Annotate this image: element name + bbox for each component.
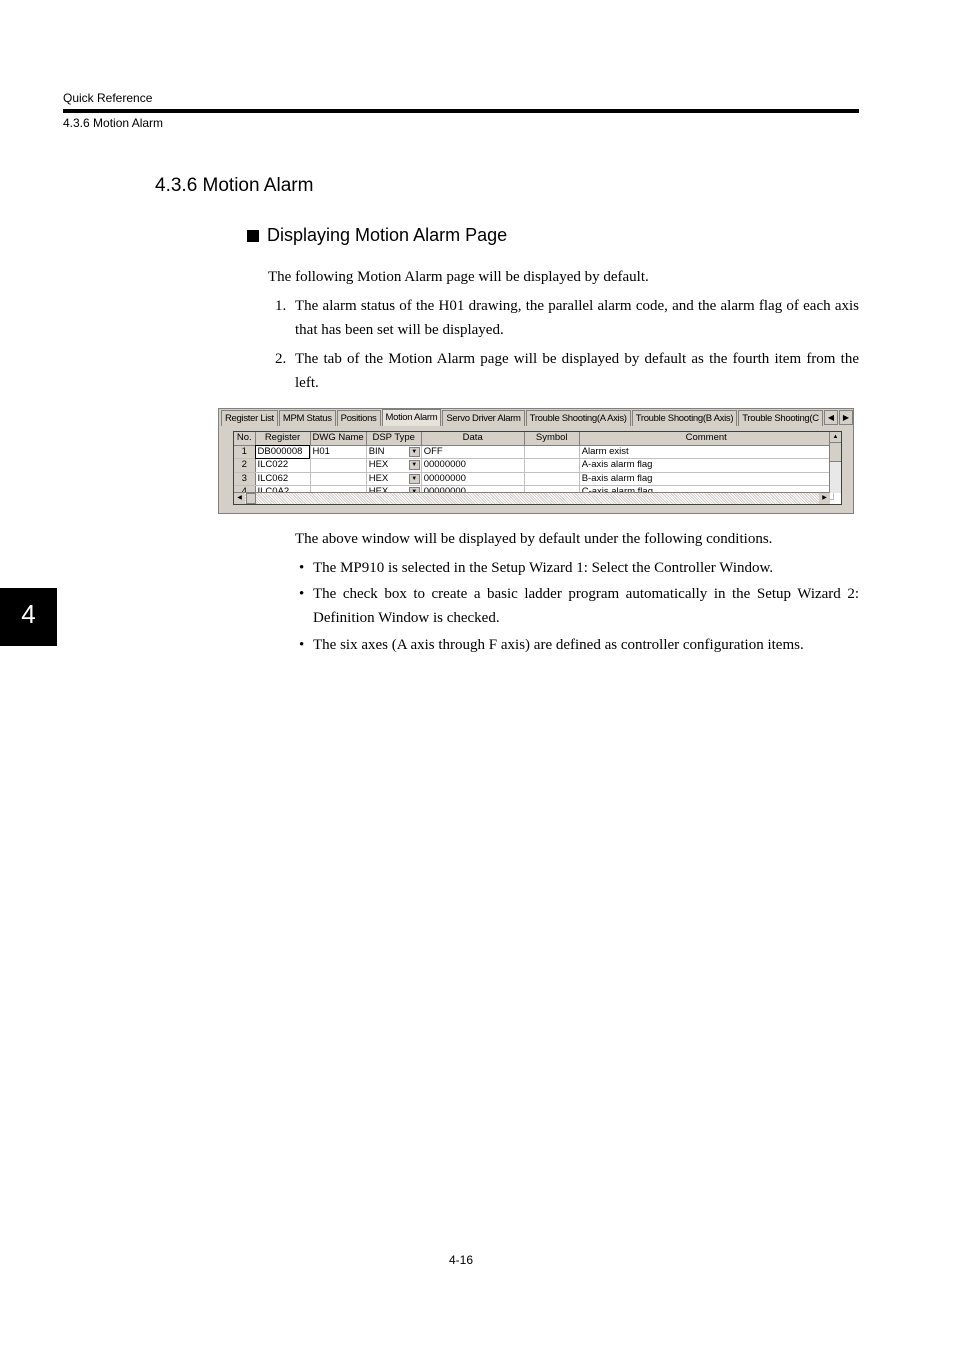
numbered-item xyxy=(275,347,859,395)
register-cell[interactable]: ILC022 xyxy=(255,459,310,473)
dsp-type-value: HEX xyxy=(368,472,389,484)
dsp-type-value: HEX xyxy=(368,459,389,471)
symbol-cell[interactable] xyxy=(524,472,579,486)
tab-register-list[interactable]: Register List xyxy=(221,410,278,426)
table-row xyxy=(234,472,833,486)
register-cell[interactable]: DB000008 xyxy=(255,445,310,459)
tab-trouble-shooting-a[interactable]: Trouble Shooting(A Axis) xyxy=(526,410,631,426)
comment-cell[interactable]: A-axis alarm flag xyxy=(579,459,833,473)
sub-heading xyxy=(247,225,507,246)
dropdown-arrow-icon[interactable]: ▼ xyxy=(409,447,420,457)
tab-right-arrow-icon[interactable]: ▶ xyxy=(839,410,853,425)
scroll-up-icon[interactable]: ▲ xyxy=(830,432,841,443)
conditions-paragraph: The above window will be displayed by default under the following conditions. xyxy=(295,531,773,547)
intro-paragraph: The following Motion Alarm page will be displayed by default. xyxy=(268,269,649,285)
table-row xyxy=(234,459,833,473)
comment-cell[interactable]: B-axis alarm flag xyxy=(579,472,833,486)
bullet-text: The MP910 is selected in the Setup Wizard 1: Select the Controller Window. xyxy=(313,560,774,576)
comment-cell[interactable]: Alarm exist xyxy=(579,445,833,459)
data-cell[interactable]: OFF xyxy=(421,445,524,459)
dwg-name-cell[interactable]: H01 xyxy=(310,445,366,459)
dropdown-arrow-icon[interactable]: ▼ xyxy=(409,474,420,484)
column-header[interactable]: Data xyxy=(421,432,524,445)
vertical-scrollbar[interactable] xyxy=(829,432,841,493)
register-table xyxy=(234,432,834,500)
table-header-row xyxy=(234,432,833,445)
tab-servo-driver-alarm[interactable]: Servo Driver Alarm xyxy=(442,410,524,426)
tab-scroll-arrows xyxy=(823,410,853,425)
scroll-left-icon[interactable]: ◀ xyxy=(234,493,245,504)
register-grid xyxy=(233,431,842,505)
dwg-name-cell[interactable] xyxy=(310,459,366,473)
symbol-cell[interactable] xyxy=(524,445,579,459)
bullet-text: The check box to create a basic ladder program automatically in the Setup Wizard 2: Definition Window is checked. xyxy=(313,586,859,626)
bullet-icon: • xyxy=(299,637,305,653)
dwg-name-cell[interactable] xyxy=(310,472,366,486)
tab-motion-alarm[interactable]: Motion Alarm xyxy=(382,409,442,426)
column-header[interactable]: Comment xyxy=(579,432,833,445)
running-subheader: 4.3.6 Motion Alarm xyxy=(63,116,164,130)
bullet-icon: • xyxy=(299,560,305,576)
bullet-item xyxy=(299,556,859,580)
running-header: Quick Reference xyxy=(63,91,153,105)
section-title: 4.3.6 Motion Alarm xyxy=(155,175,314,196)
data-cell[interactable]: 00000000 xyxy=(421,459,524,473)
dsp-type-cell[interactable] xyxy=(366,472,421,486)
header-rule xyxy=(63,109,859,113)
symbol-cell[interactable] xyxy=(524,459,579,473)
row-number[interactable]: 1 xyxy=(234,445,255,459)
dropdown-arrow-icon[interactable]: ▼ xyxy=(409,460,420,470)
column-header[interactable]: DSP Type xyxy=(366,432,421,445)
dsp-type-cell[interactable] xyxy=(366,445,421,459)
tab-trouble-shooting-c[interactable]: Trouble Shooting(C xyxy=(738,410,823,426)
item-text: The tab of the Motion Alarm page will be displayed by default as the fourth item from the left. xyxy=(295,351,859,391)
tab-mpm-status[interactable]: MPM Status xyxy=(279,410,336,426)
numbered-item xyxy=(275,294,859,342)
page-number: 4-16 xyxy=(448,1253,474,1267)
scroll-right-icon[interactable]: ▶ xyxy=(819,493,830,504)
column-header[interactable]: Symbol xyxy=(524,432,579,445)
item-number: 1. xyxy=(275,298,287,314)
tab-trouble-shooting-b[interactable]: Trouble Shooting(B Axis) xyxy=(632,410,738,426)
column-header[interactable]: No. xyxy=(234,432,255,445)
column-header[interactable]: Register xyxy=(255,432,310,445)
chapter-tab: 4 xyxy=(0,588,57,646)
row-number[interactable]: 3 xyxy=(234,472,255,486)
column-header[interactable]: DWG Name xyxy=(310,432,366,445)
bullet-item xyxy=(299,582,859,630)
motion-alarm-window xyxy=(218,408,854,514)
bullet-text: The six axes (A axis through F axis) are defined as controller configuration items. xyxy=(313,637,804,653)
bullet-item xyxy=(299,633,859,657)
scroll-thumb[interactable] xyxy=(830,443,841,462)
table-row xyxy=(234,445,833,459)
tab-left-arrow-icon[interactable]: ◀ xyxy=(824,410,838,425)
scroll-thumb[interactable] xyxy=(246,493,256,504)
row-number[interactable]: 2 xyxy=(234,459,255,473)
item-number: 2. xyxy=(275,351,287,367)
square-bullet-icon xyxy=(247,230,259,242)
bullet-icon: • xyxy=(299,586,305,602)
dsp-type-value: BIN xyxy=(368,445,385,457)
tab-positions[interactable]: Positions xyxy=(337,410,381,426)
sub-heading-text: Displaying Motion Alarm Page xyxy=(267,225,508,245)
horizontal-scrollbar[interactable] xyxy=(234,492,830,504)
dsp-type-cell[interactable] xyxy=(366,459,421,473)
item-text: The alarm status of the H01 drawing, the parallel alarm code, and the alarm flag of each axis that has been set will be displayed. xyxy=(295,298,859,338)
register-cell[interactable]: ILC062 xyxy=(255,472,310,486)
data-cell[interactable]: 00000000 xyxy=(421,472,524,486)
tab-bar xyxy=(221,410,824,426)
